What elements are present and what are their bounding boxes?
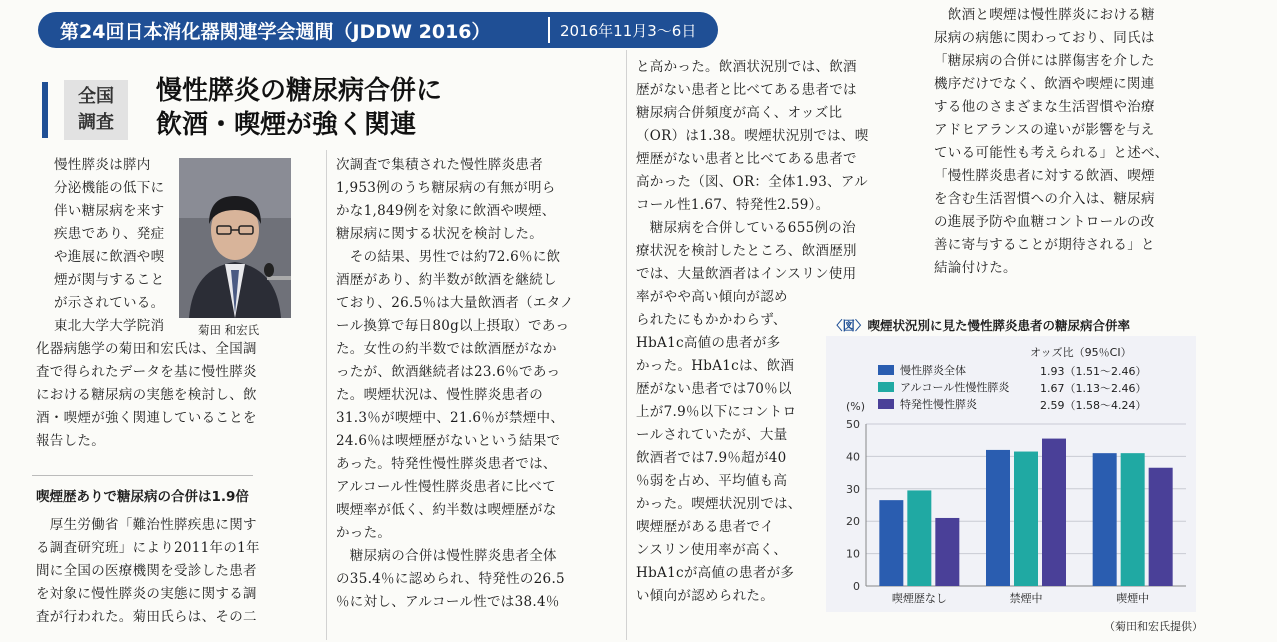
legend-swatch bbox=[878, 365, 894, 375]
headline-accent-bar bbox=[42, 82, 48, 138]
y-tick-label: 20 bbox=[846, 515, 860, 529]
column2-text: 次調査で集積された慢性膵炎患者 1,953例のうち糖尿病の有無が明ら かな1,849例を対象に飲酒や喫煙、 糖尿病に関する状況を検討した。 その結果、男性では約72.6％に飲 酒歴があり、約半数が飲酒を継続し ており、26.5％は大量飲酒者（エタノ ール換算で毎日80g以上摂取）であっ た。女性の約半数では飲酒歴がなか ったが、飲酒継続者は23.6％であっ た。喫煙状況は、慢性膵炎患者の 31.3％が喫煙中、21.6％が禁煙中、 24.6％は喫煙歴がないという結果で あった。特発性慢性膵炎患者では、 アルコール性慢性膵炎患者に比べて 喫煙率が低く、約半数は喫煙歴がな かった。 糖尿病の合併は慢性膵炎患者全体 の35.4％に認められ、特発性の26.5 ％に対し、アルコール性では38.4％ bbox=[336, 157, 574, 610]
column3-bottom-text: 率がやや高い傾向が認め られたにもかかわらず、 HbA1c高値の患者が多 かった。HbA1cは、飲酒 歴がない患者では70％以 上が7.9％以下にコントロ ールされていたが、大量 飲酒者では7.9％超が40 ％弱を占め、平均値も高 かった。喫煙状況別では、 喫煙歴がある患者でイ ンスリン使用率が高く、 HbA1cが高値の患者が多 い傾向が認められた。 bbox=[636, 289, 802, 604]
photo-caption: 菊田 和宏氏 bbox=[198, 323, 260, 337]
odds-ratio-header: オッズ比（95％CI） bbox=[1030, 346, 1132, 359]
figure-title bbox=[830, 316, 1130, 334]
bar bbox=[1121, 453, 1145, 586]
figure-credit: （菊田和宏氏提供） bbox=[1104, 620, 1203, 633]
legend-label: 特発性慢性膵炎 bbox=[900, 398, 977, 411]
column1-top-text: 慢性膵炎は膵内 分泌機能の低下に 伴い糖尿病を来す 疾患であり、発症 や進展に飲酒や喫 煙が関与すること が示されている。 東北大学大学院消 bbox=[54, 157, 165, 334]
legend-swatch bbox=[878, 382, 894, 392]
bar bbox=[1042, 439, 1066, 586]
headline-line2: 飲酒・喫煙が強く関連 bbox=[156, 110, 417, 140]
survey-tag bbox=[64, 80, 128, 140]
subheading: 喫煙歴ありで糖尿病の合併は1.9倍 bbox=[36, 485, 249, 505]
column-divider bbox=[326, 150, 327, 640]
column1-mid-text: 化器病態学の菊田和宏氏は、全国調 査で得られたデータを基に慢性膵炎 における糖尿病の実態を検討し、飲 酒・喫煙が強く関連していることを 報告した。 bbox=[36, 341, 257, 449]
column3-top-text: と高かった。飲酒状況別では、飲酒 歴がない患者と比べてある患者では 糖尿病合併頻度が高く、オッズ比 （OR）は1.38。喫煙状況別では、喫 煙歴がない患者と比べてある患者で 高かった（図、OR：全体1.93、アル コール性1.67、特発性2.59）。 糖尿病を合併している655例の治 療状況を検討したところ、飲酒歴別 では、大量飲酒者はインスリン使用 bbox=[636, 59, 869, 282]
header-title: 第24回日本消化器関連学会週間（JDDW 2016） bbox=[60, 20, 491, 43]
y-tick-label: 50 bbox=[846, 418, 860, 431]
figure-label: 〈図〉 bbox=[830, 318, 868, 333]
bar bbox=[879, 500, 903, 586]
x-tick-label: 喫煙中 bbox=[1116, 592, 1150, 605]
x-tick-label: 喫煙歴なし bbox=[891, 592, 947, 605]
speaker-photo bbox=[179, 158, 291, 318]
legend-label: アルコール性慢性膵炎 bbox=[900, 381, 1010, 394]
newspaper-header-bar bbox=[38, 12, 718, 48]
survey-tag-line2: 調査 bbox=[78, 112, 114, 133]
odds-ratio-value: 1.67（1.13〜2.46） bbox=[1040, 382, 1147, 395]
legend-label: 慢性膵炎全体 bbox=[900, 364, 966, 377]
y-tick-label: 10 bbox=[846, 547, 860, 561]
y-tick-label: 40 bbox=[846, 450, 860, 464]
figure-title-text: 喫煙状況別に見た慢性膵炎患者の糖尿病合併率 bbox=[867, 318, 1131, 333]
odds-ratio-value: 1.93（1.51〜2.46） bbox=[1040, 365, 1147, 378]
y-axis-label: (%) bbox=[846, 400, 866, 413]
header-date: 2016年11月3〜6日 bbox=[560, 21, 697, 40]
column1-bottom-text: 厚生労働省「難治性膵疾患に関す る調査研究班」により2011年の1年 間に全国の医療機関を受診した患者 を対象に慢性膵炎の実態に関する調 査が行われた。菊田氏らは、その二 bbox=[36, 517, 260, 625]
legend-item bbox=[878, 379, 1009, 395]
bar bbox=[986, 450, 1010, 586]
column4-text: 飲酒と喫煙は慢性膵炎における糖 尿病の病態に関わっており、同氏は 「糖尿病の合併には膵傷害を介した 機序だけでなく、飲酒や喫煙に関連 する他のさまざまな生活習慣や治療 アドヒアランスの違いが影響を与え ている可能性も考えられる」と述べ、 「慢性膵炎患者に対する飲酒、喫煙 を含む生活習慣への介入は、糖尿病 の進展予防や血糖コントロールの改 善に寄与することが期待される」と 結論付けた。 bbox=[934, 7, 1169, 276]
x-tick-label: 禁煙中 bbox=[1009, 592, 1043, 605]
y-tick-label: 30 bbox=[846, 482, 860, 496]
bar-chart bbox=[826, 396, 1196, 612]
bar bbox=[907, 490, 931, 586]
odds-ratio-value: 2.59（1.58〜4.24） bbox=[1040, 399, 1147, 412]
bar bbox=[935, 518, 959, 586]
bar bbox=[1014, 452, 1038, 586]
column-divider bbox=[626, 50, 627, 640]
survey-tag-line1: 全国 bbox=[78, 86, 114, 107]
headline-line1: 慢性膵炎の糖尿病合併に bbox=[156, 76, 443, 106]
article-headline bbox=[156, 74, 442, 142]
bar bbox=[1093, 453, 1117, 586]
bar bbox=[1149, 468, 1173, 586]
header-divider bbox=[548, 17, 550, 43]
y-tick-label: 0 bbox=[853, 580, 860, 593]
legend-item bbox=[878, 362, 966, 378]
